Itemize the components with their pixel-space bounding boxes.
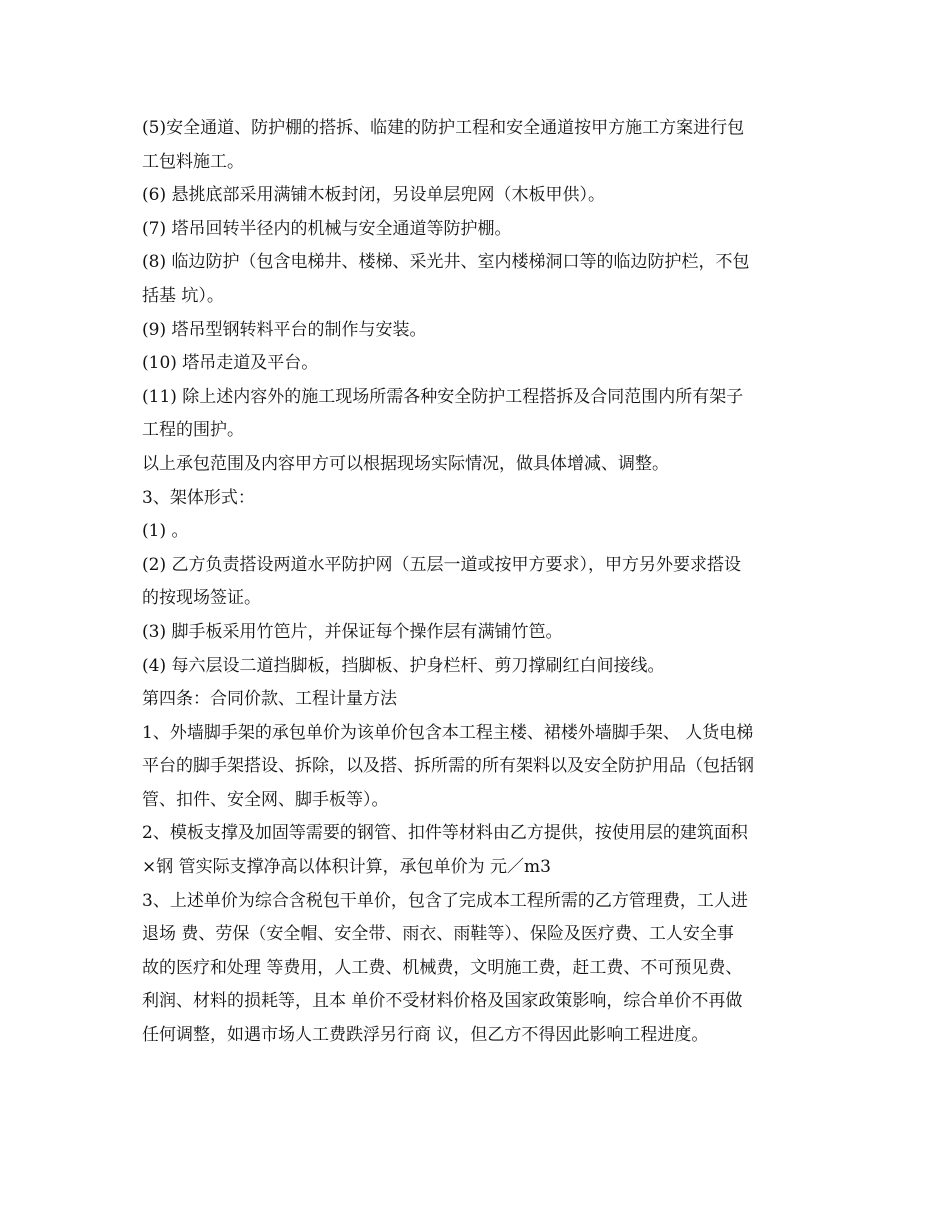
text-line: 利润、材料的损耗等，且本 单价不受材料价格及国家政策影响，综合单价不再做: [142, 991, 743, 1012]
text-line: (3) 脚手板采用竹笆片，并保证每个操作层有满铺竹笆。: [142, 621, 563, 642]
text-line: (2) 乙方负责搭设两道水平防护网（五层一道或按甲方要求），甲方另外要求搭设: [142, 554, 741, 575]
text-line: (4) 每六层设二道挡脚板，挡脚板、护身栏杆、剪刀撑刷红白间接线。: [142, 655, 665, 676]
section-heading: 3、架体形式：: [142, 487, 255, 508]
text-line: 管、扣件、安全网、脚手板等）。: [142, 789, 389, 810]
text-line: 故的医疗和处理 等费用，人工费、机械费，文明施工费，赶工费、不可预见费、: [142, 957, 743, 978]
text-line: 退场 费、劳保（安全帽、安全带、雨衣、雨鞋等）、保险及医疗费、工人安全事: [142, 924, 734, 945]
text-line: (9) 塔吊型钢转料平台的制作与安装。: [142, 319, 427, 340]
text-line: 2、模板支撑及加固等需要的钢管、扣件等材料由乙方提供，按使用层的建筑面积: [142, 823, 748, 844]
text-line: (6) 悬挑底部采用满铺木板封闭，另设单层兜网（木板甲供）。: [142, 185, 605, 206]
text-line: (5)安全通道、防护棚的搭拆、临建的防护工程和安全通道按甲方施工方案进行包: [142, 118, 745, 138]
text-line: 平台的脚手架搭设、拆除，以及搭、拆所需的所有架料以及安全防护用品（包括钢: [142, 756, 754, 777]
document-body: [142, 112, 822, 1053]
text-line: (11) 除上述内容外的施工现场所需各种安全防护工程搭拆及合同范围内所有架子: [142, 386, 744, 407]
article-heading: 第四条：合同价款、工程计量方法: [142, 689, 397, 710]
text-line: (8) 临边防护（包含电梯井、楼梯、采光井、室内楼梯洞口等的临边防护栏，不包: [142, 252, 750, 273]
text-line: 任何调整，如遇市场人工费跌浮另行商 议，但乙方不得因此影响工程进度。: [142, 1025, 709, 1046]
text-line: 以上承包范围及内容甲方可以根据现场实际情况，做具体增减、调整。: [142, 453, 669, 474]
text-line: 3、上述单价为综合含税包干单价，包含了完成本工程所需的乙方管理费，工人进: [142, 890, 748, 911]
text-line: (1) 。: [142, 521, 189, 542]
text-line: 1、外墙脚手架的承包单价为该单价包含本工程主楼、裙楼外墙脚手架、 人货电梯: [142, 722, 754, 743]
text-line: ×钢 管实际支撑净高以体积计算，承包单价为 元／m3: [142, 857, 551, 878]
text-line: 工包料施工。: [142, 151, 244, 172]
text-line: (10) 塔吊走道及平台。: [142, 353, 319, 374]
text-line: 括基 坑）。: [142, 285, 224, 306]
text-line: 工程的围护。: [142, 420, 244, 441]
text-line: 的按现场签证。: [142, 588, 261, 609]
text-line: (7) 塔吊回转半径内的机械与安全通道等防护棚。: [142, 218, 512, 239]
